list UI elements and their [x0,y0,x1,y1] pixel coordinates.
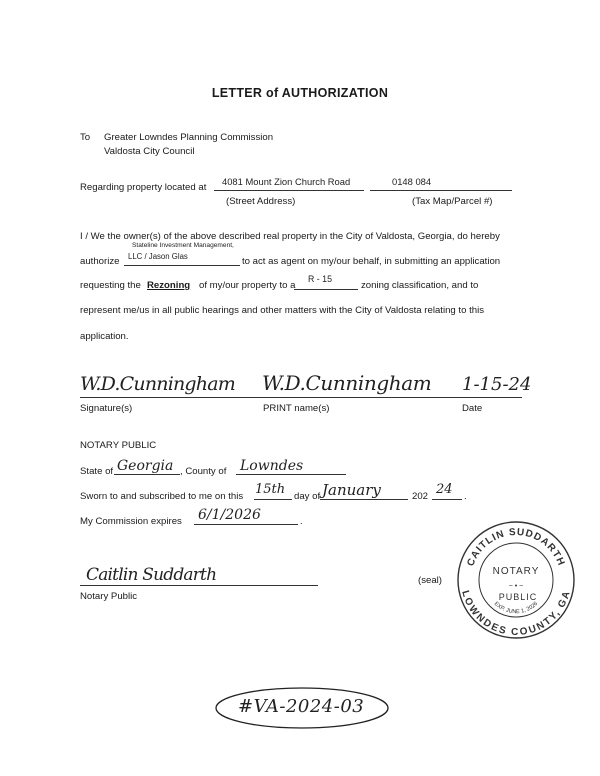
commission-period: . [300,516,303,527]
document-title: LETTER of AUTHORIZATION [211,86,389,100]
owner-signature: W.D.Cunningham [80,373,235,395]
regarding-label: Regarding property located at [80,182,207,193]
signature-label: Signature(s) [80,403,133,414]
state-line [114,474,180,475]
body-line-5: application. [80,331,129,342]
day-of-text: day of [294,491,321,502]
parcel-line [370,190,512,191]
agent-line [124,265,240,266]
commission-line [194,524,298,525]
year-prefix: 202 [412,491,429,502]
county-line [236,474,346,475]
sworn-year-suffix: 24 [436,482,453,497]
requesting-after-text: zoning classification, and to [361,280,479,291]
street-address-caption: (Street Address) [226,196,296,207]
zoning-value: R - 15 [308,274,332,284]
state-value: Georgia [117,458,174,474]
agent-name-line-2: LLC / Jason Glas [128,252,188,261]
notary-signature-line [80,585,318,586]
recipient-line-2: Valdosta City Council [104,146,195,157]
seal-inner-ring [479,543,553,617]
notary-seal-stamp [454,518,578,642]
seal-label: (seal) [418,575,442,586]
notary-signature: Caitlin Suddarth [86,565,217,585]
sworn-month-line [320,499,408,500]
to-label: To [80,132,91,143]
street-address-value: 4081 Mount Zion Church Road [222,176,351,187]
sworn-text: Sworn to and subscribed to me on this [80,491,244,502]
requesting-mid-text: of my/our property to a [199,280,296,291]
authorize-label: authorize [80,256,120,267]
parcel-value: 0148 084 [392,176,432,187]
signature-line [80,397,522,398]
notary-heading: NOTARY PUBLIC [80,440,157,451]
sworn-day: 15th [255,482,286,497]
recipient-line-1: Greater Lowndes Planning Commission [104,132,274,143]
commission-date: 6/1/2026 [198,507,261,523]
body-line-1: I / We the owner(s) of the above described real property in the City of Valdosta, Georgia, do hereby [80,231,500,242]
seal-public-text: PUBLIC [498,592,538,602]
owner-printed-name: W.D.Cunningham [262,371,432,395]
print-name-label: PRINT name(s) [263,403,330,414]
street-address-line [214,190,364,191]
agent-after-text: to act as agent on my/our behalf, in submitting an application [242,256,501,267]
seal-name-text: CAITLIN SUDDARTH [465,526,567,568]
agent-name-line-1: Stateline Investment Management, [132,242,234,249]
parcel-caption: (Tax Map/Parcel #) [412,196,493,207]
sworn-period: . [464,491,467,502]
notary-public-label: Notary Public [80,591,138,602]
county-label: , County of [180,466,227,477]
commission-label: My Commission expires [80,516,182,527]
body-line-4: represent me/us in all public hearings and other matters with the City of Valdosta relating to this [80,305,485,316]
seal-expiration-text: EXP. JUNE 1, 2026 [492,600,540,616]
date-label: Date [462,403,483,414]
sworn-day-line [254,499,292,500]
seal-notary-text: NOTARY [492,566,540,577]
county-value: Lowndes [240,458,304,474]
sworn-year-line [432,499,462,500]
zoning-line [294,289,358,290]
state-label: State of [80,466,114,477]
rezoning-text: Rezoning [147,280,191,291]
requesting-before-text: requesting the [80,280,141,291]
seal-pen-mark: ~ • ~ [508,583,524,590]
sworn-month: January [322,481,381,499]
case-number: #VA-2024-03 [238,696,365,717]
signature-date: 1-15-24 [462,374,532,395]
seal-county-text: LOWNDES COUNTY, GA [458,589,574,639]
